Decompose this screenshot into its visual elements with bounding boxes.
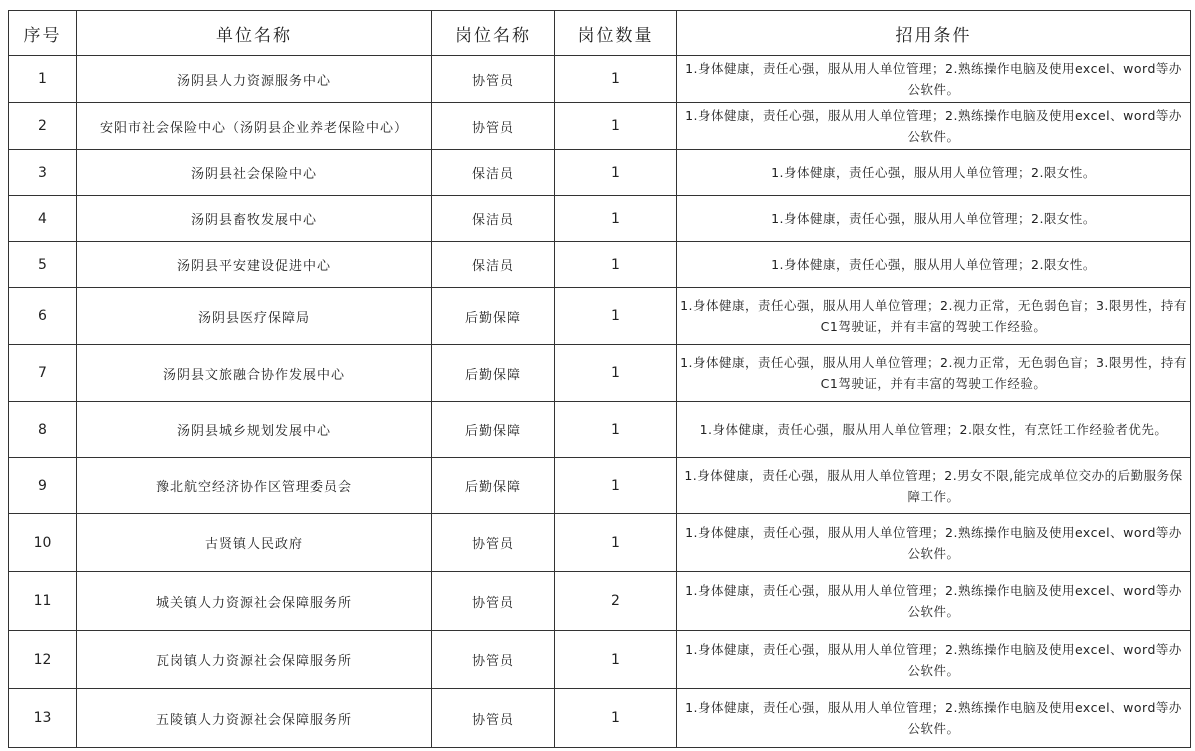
- conditions-cell: 1.身体健康，责任心强，服从用人单位管理；2.熟练操作电脑及使用excel、word等办公软件。: [677, 572, 1191, 631]
- post-count-cell: 1: [555, 150, 677, 196]
- serial-cell: 10: [9, 514, 77, 572]
- header-post-count: 岗位数量: [555, 11, 677, 56]
- conditions-cell: 1.身体健康，责任心强，服从用人单位管理；2.男女不限,能完成单位交办的后勤服务保障工作。: [677, 458, 1191, 514]
- serial-cell: 4: [9, 196, 77, 242]
- unit-name-cell: 汤阴县人力资源服务中心: [77, 56, 432, 103]
- post-name-cell: 协管员: [432, 689, 555, 748]
- serial-cell: 8: [9, 402, 77, 458]
- header-row: [9, 11, 1191, 56]
- serial-cell: 5: [9, 242, 77, 288]
- unit-name-cell: 古贤镇人民政府: [77, 514, 432, 572]
- post-count-cell: 1: [555, 458, 677, 514]
- table-row: [9, 631, 1191, 689]
- table-row: [9, 689, 1191, 748]
- post-name-cell: 保洁员: [432, 242, 555, 288]
- recruitment-table: [8, 10, 1191, 748]
- conditions-cell: 1.身体健康，责任心强，服从用人单位管理；2.限女性，有烹饪工作经验者优先。: [677, 402, 1191, 458]
- header-conditions: 招用条件: [677, 11, 1191, 56]
- unit-name-cell: 安阳市社会保险中心（汤阴县企业养老保险中心）: [77, 103, 432, 150]
- serial-cell: 13: [9, 689, 77, 748]
- serial-cell: 7: [9, 345, 77, 402]
- post-name-cell: 协管员: [432, 514, 555, 572]
- post-count-cell: 2: [555, 572, 677, 631]
- table-row: [9, 402, 1191, 458]
- post-count-cell: 1: [555, 242, 677, 288]
- table-row: [9, 345, 1191, 402]
- unit-name-cell: 五陵镇人力资源社会保障服务所: [77, 689, 432, 748]
- conditions-cell: 1.身体健康，责任心强，服从用人单位管理；2.熟练操作电脑及使用excel、word等办公软件。: [677, 56, 1191, 103]
- post-name-cell: 保洁员: [432, 196, 555, 242]
- unit-name-cell: 汤阴县城乡规划发展中心: [77, 402, 432, 458]
- serial-cell: 9: [9, 458, 77, 514]
- serial-cell: 3: [9, 150, 77, 196]
- table-row: [9, 242, 1191, 288]
- unit-name-cell: 城关镇人力资源社会保障服务所: [77, 572, 432, 631]
- conditions-cell: 1.身体健康，责任心强，服从用人单位管理；2.视力正常，无色弱色盲；3.限男性，持有C1驾驶证，并有丰富的驾驶工作经验。: [677, 288, 1191, 345]
- header-unit-name: 单位名称: [77, 11, 432, 56]
- post-name-cell: 后勤保障: [432, 345, 555, 402]
- table-row: [9, 56, 1191, 103]
- header-post-name: 岗位名称: [432, 11, 555, 56]
- post-count-cell: 1: [555, 689, 677, 748]
- table-row: [9, 514, 1191, 572]
- table-row: [9, 150, 1191, 196]
- table-row: [9, 103, 1191, 150]
- unit-name-cell: 汤阴县医疗保障局: [77, 288, 432, 345]
- conditions-cell: 1.身体健康，责任心强，服从用人单位管理；2.限女性。: [677, 242, 1191, 288]
- table-row: [9, 196, 1191, 242]
- unit-name-cell: 瓦岗镇人力资源社会保障服务所: [77, 631, 432, 689]
- serial-cell: 1: [9, 56, 77, 103]
- post-name-cell: 协管员: [432, 572, 555, 631]
- unit-name-cell: 汤阴县文旅融合协作发展中心: [77, 345, 432, 402]
- conditions-cell: 1.身体健康，责任心强，服从用人单位管理；2.熟练操作电脑及使用excel、word等办公软件。: [677, 631, 1191, 689]
- post-name-cell: 协管员: [432, 631, 555, 689]
- serial-cell: 2: [9, 103, 77, 150]
- unit-name-cell: 汤阴县平安建设促进中心: [77, 242, 432, 288]
- post-count-cell: 1: [555, 631, 677, 689]
- post-count-cell: 1: [555, 514, 677, 572]
- conditions-cell: 1.身体健康，责任心强，服从用人单位管理；2.熟练操作电脑及使用excel、word等办公软件。: [677, 103, 1191, 150]
- serial-cell: 12: [9, 631, 77, 689]
- post-count-cell: 1: [555, 288, 677, 345]
- post-name-cell: 后勤保障: [432, 288, 555, 345]
- conditions-cell: 1.身体健康，责任心强，服从用人单位管理；2.限女性。: [677, 150, 1191, 196]
- table-header: [9, 11, 1191, 56]
- table-body: [9, 56, 1191, 748]
- conditions-cell: 1.身体健康，责任心强，服从用人单位管理；2.熟练操作电脑及使用excel、word等办公软件。: [677, 514, 1191, 572]
- unit-name-cell: 汤阴县畜牧发展中心: [77, 196, 432, 242]
- post-count-cell: 1: [555, 345, 677, 402]
- serial-cell: 11: [9, 572, 77, 631]
- post-name-cell: 协管员: [432, 103, 555, 150]
- post-count-cell: 1: [555, 402, 677, 458]
- post-count-cell: 1: [555, 56, 677, 103]
- unit-name-cell: 汤阴县社会保险中心: [77, 150, 432, 196]
- conditions-cell: 1.身体健康，责任心强，服从用人单位管理；2.熟练操作电脑及使用excel、word等办公软件。: [677, 689, 1191, 748]
- post-name-cell: 后勤保障: [432, 458, 555, 514]
- post-count-cell: 1: [555, 196, 677, 242]
- table-row: [9, 288, 1191, 345]
- post-name-cell: 保洁员: [432, 150, 555, 196]
- post-name-cell: 后勤保障: [432, 402, 555, 458]
- table-row: [9, 458, 1191, 514]
- post-name-cell: 协管员: [432, 56, 555, 103]
- post-count-cell: 1: [555, 103, 677, 150]
- serial-cell: 6: [9, 288, 77, 345]
- table-row: [9, 572, 1191, 631]
- conditions-cell: 1.身体健康，责任心强，服从用人单位管理；2.限女性。: [677, 196, 1191, 242]
- conditions-cell: 1.身体健康，责任心强，服从用人单位管理；2.视力正常，无色弱色盲；3.限男性，持有C1驾驶证，并有丰富的驾驶工作经验。: [677, 345, 1191, 402]
- unit-name-cell: 豫北航空经济协作区管理委员会: [77, 458, 432, 514]
- header-serial: 序号: [9, 11, 77, 56]
